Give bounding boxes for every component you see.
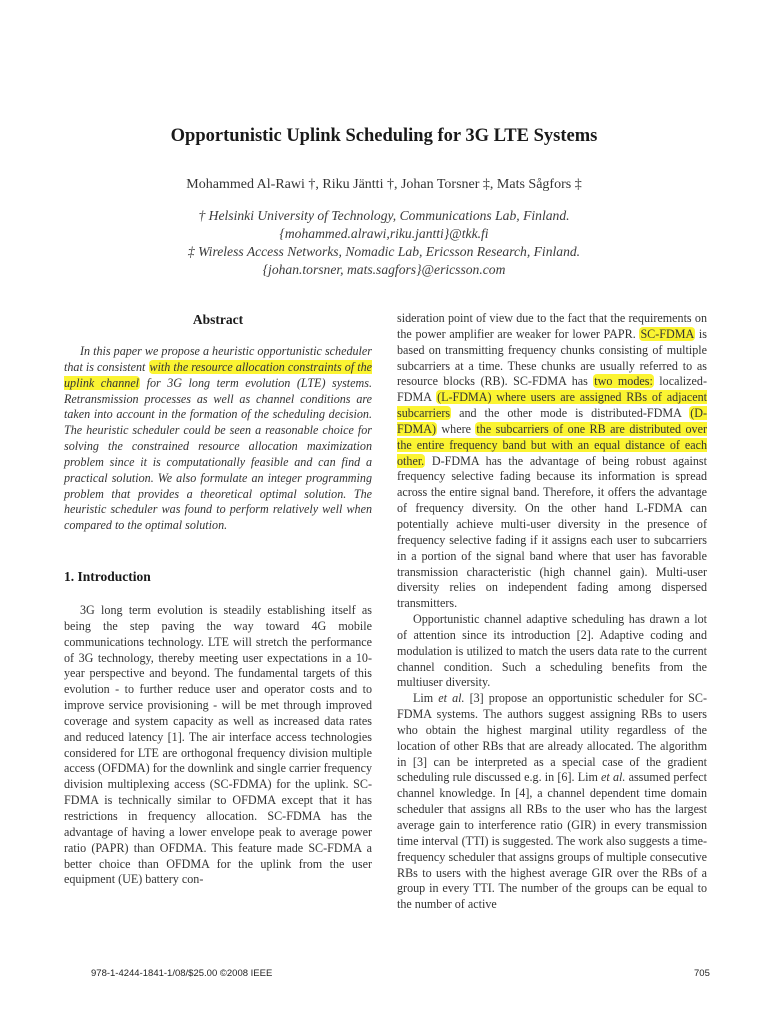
text: sideration point of view due to the fact that the requirements on the power amplifier are weaker for lower PAPR. [397, 311, 707, 341]
author-list: Mohammed Al-Rawi †, Riku Jäntti †, Johan Torsner ‡, Mats Sågfors ‡ [186, 177, 582, 192]
text: et al. [438, 691, 465, 706]
right-column-body [397, 311, 707, 913]
highlight: the subcarriers of one RB are distributed over the entire frequency band but with an equal distance of each other. [397, 421, 708, 468]
paragraph: Opportunistic channel adaptive scheduling has drawn a lot of attention since its introduction [2]. Adaptive coding and modulation is utilized to match the users data rate to the current channel condition. Such a scheduling benefits from the multiuser diversity. [397, 612, 707, 690]
paper-title: Opportunistic Uplink Scheduling for 3G LTE Systems [170, 126, 598, 146]
text: [3] propose an opportunistic scheduler for SC-FDMA systems. The authors suggest assigning RBs to users who obtain the highest marginal utility regardless of the location of other RBs that are already allocated. The algorithm in [3] can be interpreted as a special case of the gradient scheduling rule discussed e.g. in [6]. Lim [397, 691, 707, 785]
text: and the other mode is distributed-FDMA [451, 406, 690, 421]
highlight: two modes: [594, 374, 653, 389]
text: localized-FDMA [397, 374, 707, 405]
page-number: 705 [694, 968, 710, 979]
text: D-FDMA has the advantage of being robust against frequency selective fading because its information is spread across the entire signal band. Therefore, it offers the advantage of frequency diversity. On the other hand L-FDMA can potentially achieve multi-user diversity in the presence of frequency selective fading if it assigns each user to subcarriers in a portion of the signal band where that user has favorable transmission characteristic (high channel gain). Multi-user diversity relies on independent fading among dispersed transmitters. [397, 453, 707, 611]
abstract-text: In this paper we propose a heuristic opportunistic scheduler that is consistent [64, 344, 372, 374]
highlight: SC-FDMA [640, 326, 695, 341]
section-heading-introduction: 1. Introduction [64, 569, 151, 584]
paragraph [397, 691, 707, 913]
email-ericsson: {johan.torsner, mats.sagfors}@ericsson.com [262, 262, 506, 277]
affiliation-helsinki: † Helsinki University of Technology, Communications Lab, Finland. [198, 208, 570, 223]
highlight: with the resource allocation constraints of the uplink channel [64, 359, 372, 390]
text: where [436, 421, 476, 436]
footer-copyright: 978-1-4244-1841-1/08/$25.00 ©2008 IEEE [91, 968, 273, 979]
highlight: (D-FDMA) [397, 406, 707, 436]
introduction-body [64, 603, 372, 888]
paragraph [397, 311, 707, 612]
text: is based on transmitting frequency chunks consisting of multiple subcarriers at a time. These chunks are usually referred to as resource blocks (RB). SC-FDMA has [397, 326, 707, 389]
paragraph: 3G long term evolution is steadily establishing itself as being the step paving the way toward 4G mobile communications technology. LTE will stretch the performance of 3G technology, thereby meeting user expectations in a 10-year perspective and beyond. The fundamental targets of this evolution - to further reduce user and operator costs and to improve service provisioning - will be met through improved coverage and system capacity as well as increased data rates and reduced latency [1]. The air interface access technologies considered for LTE are orthogonal frequency division multiple access (OFDMA) for the downlink and single carrier frequency division multiplexing access (SC-FDMA) for the uplink. SC-FDMA is technically similar to OFDMA except that it has restrictions in frequency allocation. SC-FDMA has the advantage of having a lower envelope peak to average power ratio (PAPR) than OFDMA. This feature made SC-FDMA a better choice than OFDMA for the uplink from the user equipment (UE) battery con- [64, 603, 372, 887]
abstract-text: for 3G long term evolution (LTE) systems. Retransmission processes as well as channel conditions are taken into account in the formation of the scheduling decision. The heuristic scheduler could be seen a reasonable choice for solving the constrained resource allocation maximization problem since it is computationally feasible and can find a practical solution. We also formulate an integer programming problem that provides a theoretical optimal solution. The heuristic scheduler was found to perform relatively well when compared to the optimal solution. [64, 375, 372, 533]
text: et al. [601, 770, 626, 785]
highlight: (L-FDMA) where users are assigned RBs of adjacent subcarriers [397, 390, 707, 421]
affiliation-ericsson: ‡ Wireless Access Networks, Nomadic Lab, Ericsson Research, Finland. [187, 244, 581, 259]
text: assumed perfect channel knowledge. In [4], a channel dependent time domain scheduler that assigns all RBs to the user who has the largest average gain to interference ratio (GIR) in every transmission time interval (TTI) is suggested. The work also suggests a time-frequency scheduler that assigns groups of multiple consecutive RBs to users with the highest average GIR over the RBs of a group in every TTI. The number of the groups can be equal to the number of active [397, 770, 708, 912]
text: Lim [413, 691, 439, 706]
email-helsinki: {mohammed.alrawi,riku.jantti}@tkk.fi [279, 226, 489, 241]
abstract-body [64, 344, 372, 534]
abstract-heading: Abstract [192, 312, 244, 327]
